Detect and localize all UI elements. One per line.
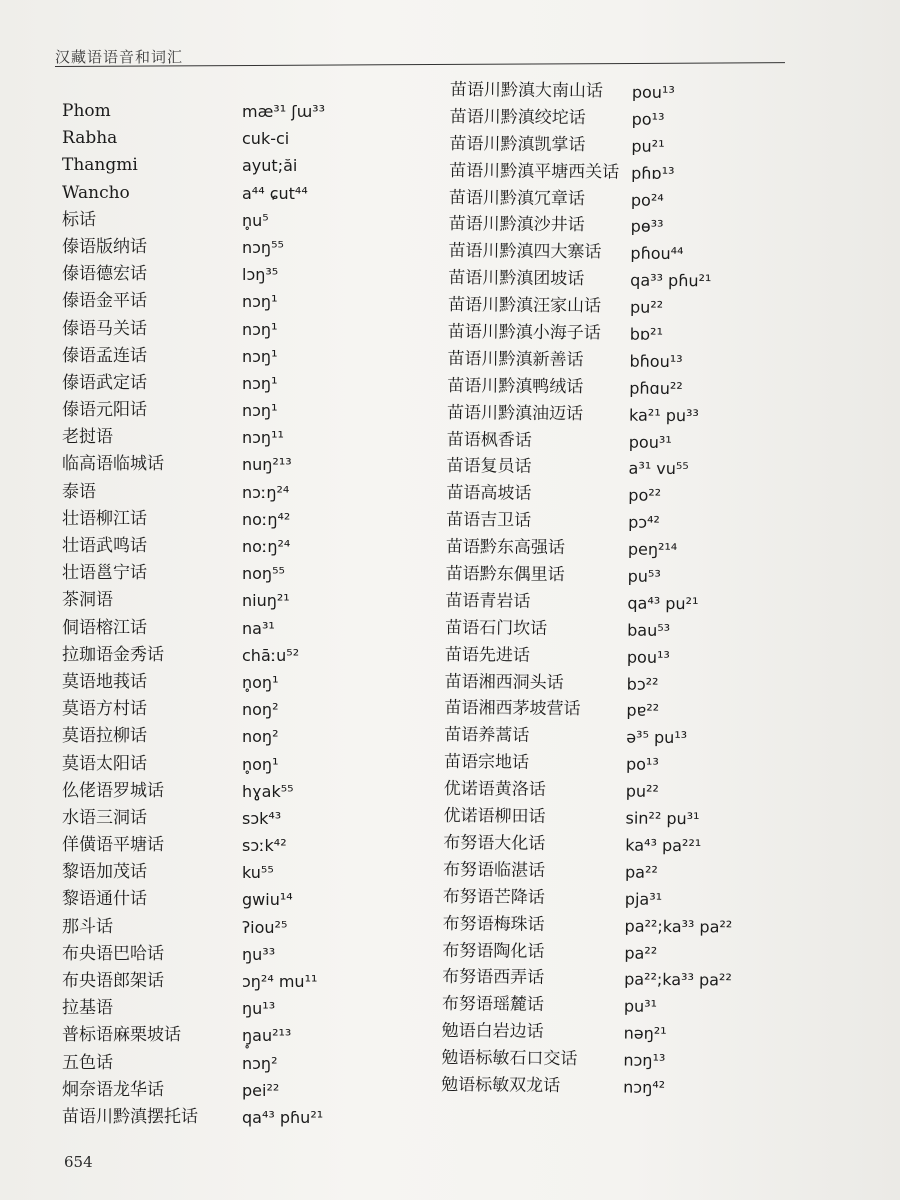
dialect-name: 布央语郎架话 [62, 971, 164, 991]
lexicon-entry [62, 479, 432, 506]
lexicon-entry [62, 941, 432, 968]
phonetic-form: cuk-ci [242, 129, 290, 149]
lexicon-entry [443, 857, 803, 887]
dialect-name: 布努语大化话 [443, 832, 546, 854]
dialect-name: 傣语武定话 [62, 372, 147, 393]
dialect-name: 苗语川黔滇小海子话 [447, 322, 601, 344]
phonetic-form: pɦou⁴⁴ [630, 243, 684, 264]
dialect-name: 苗语川黔滇摆托话 [62, 1106, 198, 1127]
lexicon-entry [62, 886, 432, 913]
dialect-name: 苗语川黔滇鸭绒话 [447, 375, 584, 397]
dialect-name: 仫佬语罗城话 [62, 780, 164, 801]
dialect-name: 布努语西弄话 [442, 967, 545, 989]
phonetic-form: nɔŋ⁴² [623, 1077, 666, 1097]
dialect-name: 傣语孟连话 [62, 345, 147, 366]
dialect-name: 傣语版纳话 [62, 236, 147, 257]
lexicon-entry [445, 642, 805, 672]
lexicon-entry [447, 400, 807, 430]
phonetic-form: nɔŋ⁵⁵ [242, 237, 284, 257]
phonetic-form: nɔŋ¹³ [623, 1050, 666, 1070]
dialect-name: 苗语湘西洞头话 [444, 671, 564, 693]
dialect-name: 莫语地莪话 [62, 671, 147, 692]
lexicon-entry [446, 453, 806, 483]
phonetic-form: ayut;ăi [242, 156, 298, 176]
phonetic-form: n̥oŋ¹ [242, 672, 279, 692]
lexicon-entry [446, 534, 806, 564]
dialect-name: 壮语武鸣话 [62, 536, 147, 556]
dialect-name: 苗语枫香话 [446, 429, 532, 451]
dialect-name: 莫语方村话 [62, 699, 147, 720]
phonetic-form: na³¹ [242, 618, 275, 638]
phonetic-form: a³¹ vu⁵⁵ [628, 459, 689, 479]
lexicon-entry [62, 859, 432, 886]
phonetic-form: a⁴⁴ ɕut⁴⁴ [242, 183, 308, 203]
phonetic-form: noŋ² [242, 700, 279, 720]
lexicon-entry [445, 588, 805, 618]
lexicon-entry [62, 723, 432, 750]
dialect-name: 苗语高坡话 [446, 483, 532, 505]
dialect-name: 优诺语柳田话 [443, 806, 546, 827]
phonetic-form: ku⁵⁵ [242, 863, 274, 883]
lexicon-entry [62, 533, 432, 560]
dialect-name: 苗语青岩话 [445, 590, 531, 612]
lexicon-entry [62, 125, 432, 152]
lexicon-entry [443, 830, 803, 860]
lexicon-entry [448, 292, 808, 322]
phonetic-form: nɔŋ¹¹ [242, 428, 284, 448]
phonetic-form: nɔŋ¹ [242, 373, 278, 393]
dialect-name: 黎语通什话 [62, 889, 147, 910]
dialect-name: 优诺语黄洛话 [443, 779, 546, 801]
phonetic-form: nɔŋ¹ [242, 319, 278, 339]
phonetic-form: n̥oŋ¹ [242, 754, 279, 774]
lexicon-entry [62, 316, 432, 343]
dialect-name: 老挝语 [62, 427, 113, 448]
phonetic-form: sin²² pu³¹ [625, 808, 700, 829]
phonetic-form: n̥u⁵ [242, 210, 269, 230]
phonetic-form: noːŋ²⁴ [242, 537, 291, 556]
phonetic-form: pu⁵³ [627, 566, 661, 586]
phonetic-form: nɔŋ¹ [242, 346, 278, 366]
dialect-name: Wancho [62, 182, 130, 203]
lexicon-entry [62, 343, 432, 370]
phonetic-form: qa³³ pɦu²¹ [630, 270, 712, 291]
lexicon-entry [446, 507, 806, 537]
phonetic-form: noŋ² [242, 727, 279, 747]
phonetic-form: bɔ²² [626, 674, 659, 694]
lexicon-entry [450, 104, 810, 134]
phonetic-form: pou¹³ [631, 82, 675, 102]
phonetic-form: pu²² [629, 297, 664, 317]
phonetic-form: sɔk⁴³ [242, 808, 282, 828]
lexicon-entry [450, 77, 810, 107]
phonetic-form: pɵ³³ [630, 217, 664, 237]
phonetic-form: sɔːk⁴² [242, 836, 287, 856]
dialect-name: 苗语川黔滇平塘西关话 [449, 160, 620, 183]
dialect-name: 勉语标敏双龙话 [441, 1074, 561, 1096]
dialect-name: 苗语川黔滇汪家山话 [447, 295, 602, 317]
phonetic-form: nɔːŋ²⁴ [242, 482, 290, 502]
lexicon-entry [62, 995, 432, 1022]
dialect-name: 布央语巴哈话 [62, 943, 164, 964]
lexicon-entry [62, 152, 432, 179]
lexicon-entry [62, 914, 432, 941]
lexicon-entry [444, 749, 804, 779]
dialect-name: 苗语川黔滇凯掌话 [449, 133, 586, 155]
lexicon-entry [62, 207, 432, 234]
lexicon-entry [449, 185, 809, 215]
lexicon-entry [443, 803, 803, 833]
dialect-name: Rabha [62, 128, 118, 149]
phonetic-form: nɔŋ¹ [242, 292, 278, 312]
phonetic-form: qa⁴³ pɦu²¹ [242, 1107, 324, 1127]
dialect-name: 拉基语 [62, 998, 113, 1019]
dialect-name: 苗语川黔滇油迈话 [446, 402, 584, 424]
dialect-name: 壮语柳江话 [62, 508, 147, 529]
phonetic-form: nɔŋ² [242, 1053, 278, 1073]
dialect-name: 布努语陶化话 [442, 940, 545, 962]
dialect-name: 苗语湘西茅坡营话 [444, 698, 581, 720]
phonetic-form: pu²² [625, 781, 659, 802]
lexicon-entry [62, 397, 432, 424]
phonetic-form: ŋu³³ [242, 944, 276, 964]
phonetic-form: pu³¹ [623, 996, 658, 1017]
dialect-name: 苗语川黔滇沙井话 [448, 214, 585, 236]
lexicon-entry [447, 346, 807, 376]
dialect-name: 勉语白岩边话 [441, 1021, 544, 1043]
lexicon-entry [62, 832, 432, 859]
dialect-name: Thangmi [62, 155, 138, 176]
dialect-name: 普标语麻栗坡话 [62, 1025, 181, 1046]
lexicon-entry [62, 98, 432, 125]
phonetic-form: po²⁴ [630, 190, 664, 210]
lexicon-entry [445, 669, 805, 699]
lexicon-entry [444, 776, 804, 806]
phonetic-form: ŋ̥au²¹³ [242, 1026, 292, 1046]
right-column [441, 77, 810, 1102]
dialect-name: 壮语邕宁话 [62, 563, 147, 584]
dialect-name: 布努语梅珠话 [442, 913, 545, 935]
dialect-name: 临高语临城话 [62, 454, 164, 475]
lexicon-entry [62, 261, 432, 288]
phonetic-form: hɣak⁵⁵ [242, 781, 294, 801]
lexicon-entry [62, 1104, 432, 1131]
lexicon-entry [62, 560, 432, 587]
dialect-name: 标话 [62, 209, 96, 230]
dialect-name: 傣语马关话 [62, 318, 147, 339]
lexicon-entry [62, 587, 432, 614]
lexicon-entry [443, 884, 803, 914]
phonetic-form: ŋu¹³ [242, 999, 276, 1019]
phonetic-form: gwiu¹⁴ [242, 890, 293, 910]
phonetic-form: niuŋ²¹ [242, 591, 290, 611]
dialect-name: 莫语太阳话 [62, 753, 147, 774]
dialect-name: 侗语榕江话 [62, 617, 147, 638]
phonetic-form: nuŋ²¹³ [242, 455, 292, 475]
phonetic-form: pa²²;ka³³ pa²² [624, 969, 732, 990]
dialect-name: 苗语川黔滇四大寨话 [448, 241, 602, 263]
phonetic-form: pɐ²² [626, 701, 660, 721]
lexicon-entry [442, 964, 802, 994]
lexicon-entry [446, 561, 806, 591]
dialect-name: 勉语标敏石口交话 [441, 1048, 578, 1070]
lexicon-entry [62, 669, 432, 696]
dialect-name: 傣语金平话 [62, 291, 147, 312]
page-number: 654 [64, 1153, 93, 1171]
running-head: 汉藏语语音和词汇 [55, 48, 184, 66]
dialect-name: 黎语加茂话 [62, 862, 147, 883]
phonetic-form: lɔŋ³⁵ [242, 265, 279, 285]
dialect-name: 佯僙语平塘话 [62, 835, 164, 856]
dialect-name: 五色话 [62, 1052, 113, 1073]
phonetic-form: nəŋ²¹ [623, 1023, 667, 1044]
lexicon-entry [449, 158, 809, 188]
dialect-name: 苗语川黔滇冗章话 [448, 187, 586, 209]
dialect-name: 水语三洞话 [62, 807, 147, 828]
phonetic-form: po²² [628, 485, 662, 506]
phonetic-form: pɦɑu²² [629, 378, 683, 398]
lexicon-entry [62, 696, 432, 723]
lexicon-entry [442, 991, 802, 1021]
lexicon-entry [62, 751, 432, 778]
dialect-name: 傣语元阳话 [62, 400, 147, 421]
lexicon-entry [441, 1045, 801, 1075]
phonetic-form: mæ³¹ ʃɯ³³ [242, 102, 325, 121]
lexicon-entry [62, 1050, 432, 1077]
dialect-name: 泰语 [62, 481, 96, 502]
dialect-name: 苗语石门坎话 [445, 617, 548, 639]
phonetic-form: pja³¹ [624, 889, 663, 909]
dialect-name: 苗语宗地话 [443, 752, 530, 773]
phonetic-form: ʔiou²⁵ [242, 917, 288, 937]
lexicon-entry [444, 722, 804, 752]
dialect-name: 布努语芒降话 [442, 886, 545, 908]
phonetic-form: noŋ⁵⁵ [242, 564, 285, 584]
phonetic-form: pou³¹ [628, 432, 672, 452]
phonetic-form: ka²¹ pu³³ [628, 405, 699, 425]
phonetic-form: bɒ²¹ [629, 324, 663, 344]
dialect-name: 布努语临湛话 [442, 859, 546, 881]
phonetic-form: ɔŋ²⁴ mu¹¹ [242, 972, 318, 991]
phonetic-form: qa⁴³ pu²¹ [627, 593, 699, 614]
phonetic-form: pei²² [242, 1080, 280, 1100]
phonetic-form: ə³⁵ pu¹³ [626, 727, 688, 748]
dialect-name: 苗语养蒿话 [444, 725, 530, 747]
phonetic-form: bɦou¹³ [629, 351, 683, 371]
lexicon-entry [62, 180, 432, 207]
dialect-name: 傣语德宏话 [62, 264, 147, 285]
dialect-name: 苗语先进话 [444, 644, 531, 666]
phonetic-form: po¹³ [631, 109, 665, 129]
lexicon-entry [62, 778, 432, 805]
lexicon-entry [62, 451, 432, 478]
phonetic-form: pɦɒ¹³ [631, 163, 675, 183]
phonetic-form: pa²² [624, 943, 658, 963]
lexicon-entry [444, 695, 804, 725]
lexicon-entry [62, 805, 432, 832]
lexicon-entry [445, 615, 805, 645]
phonetic-form: bau⁵³ [627, 620, 671, 640]
phonetic-form: peŋ²¹⁴ [627, 539, 678, 560]
lexicon-entry [62, 370, 432, 397]
phonetic-form: po¹³ [625, 754, 659, 775]
dialect-name: 苗语川黔滇绞坨话 [449, 106, 586, 129]
dialect-name: 布努语瑶麓话 [441, 994, 544, 1016]
dialect-name: 苗语川黔滇新善话 [447, 348, 584, 371]
phonetic-form: nɔŋ¹ [242, 401, 278, 421]
lexicon-entry [62, 642, 432, 669]
lexicon-entry [446, 480, 806, 510]
lexicon-entry [447, 373, 807, 403]
lexicon-entry [62, 506, 432, 533]
lexicon-entry [442, 1018, 802, 1048]
dialect-name: 苗语吉卫话 [446, 510, 532, 531]
lexicon-entry [447, 427, 807, 457]
lexicon-entry [62, 1077, 432, 1104]
dialect-name: 苗语川黔滇大南山话 [449, 79, 603, 102]
dialect-name: 拉珈语金秀话 [62, 644, 164, 665]
lexicon-entry [62, 288, 432, 315]
lexicon-entry [62, 234, 432, 261]
phonetic-form: pa²² [624, 862, 658, 882]
dialect-name: 那斗话 [62, 916, 113, 937]
lexicon-entry [62, 968, 432, 995]
dialect-name: Phom [62, 101, 111, 121]
dialect-name: 苗语黔东偶里话 [445, 564, 565, 586]
lexicon-entry [441, 1072, 801, 1102]
phonetic-form: noːŋ⁴² [242, 509, 291, 529]
dialect-name: 炯奈语龙华话 [62, 1079, 164, 1100]
lexicon-entry [448, 319, 808, 349]
dialect-name: 莫语拉柳话 [62, 726, 147, 747]
lexicon-entry [442, 911, 802, 941]
dialect-name: 苗语川黔滇团坡话 [448, 268, 585, 290]
dialect-name: 苗语黔东高强话 [445, 537, 565, 559]
lexicon-entry [448, 238, 808, 268]
lexicon-entry [62, 424, 432, 451]
lexicon-entry [62, 615, 432, 642]
lexicon-entry [449, 211, 809, 241]
dialect-name: 苗语复员话 [446, 456, 532, 478]
lexicon-entry [449, 131, 809, 161]
lexicon-entry [448, 265, 808, 295]
phonetic-form: pou¹³ [626, 647, 670, 667]
phonetic-form: chāːu⁵² [242, 645, 300, 665]
dialect-name: 茶洞语 [62, 590, 113, 611]
phonetic-form: ka⁴³ pa²²¹ [625, 835, 702, 856]
phonetic-form: pa²²;ka³³ pa²² [624, 916, 733, 937]
left-column [62, 98, 432, 1131]
lexicon-entry [62, 1022, 432, 1049]
lexicon-entry [442, 937, 802, 967]
phonetic-form: pɔ⁴² [628, 512, 660, 533]
phonetic-form: pu²¹ [631, 136, 665, 156]
